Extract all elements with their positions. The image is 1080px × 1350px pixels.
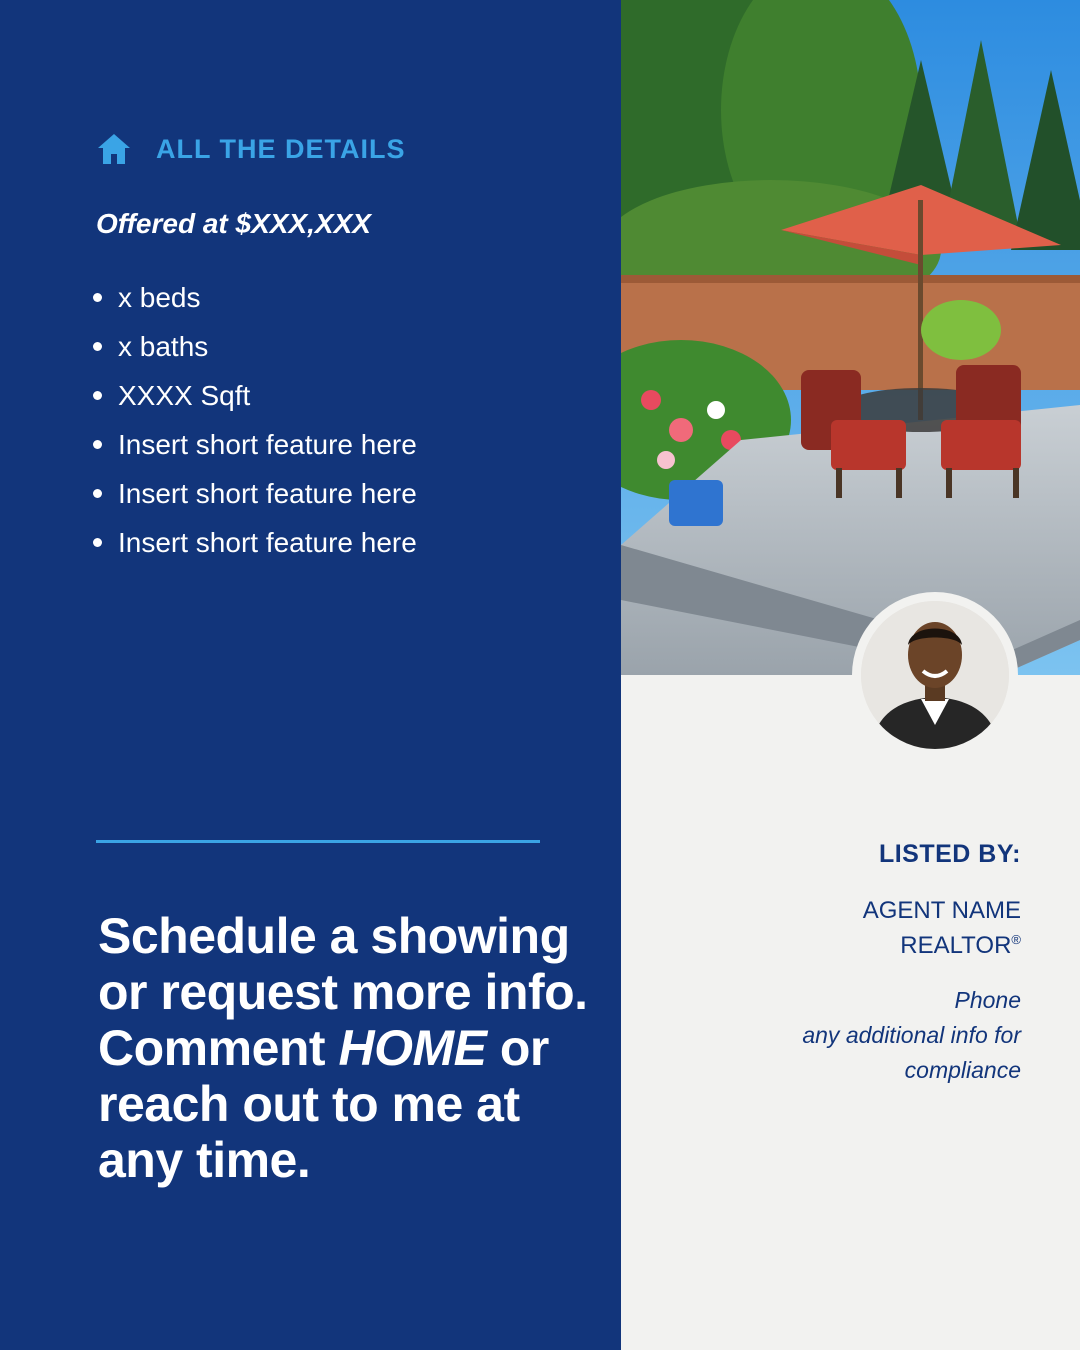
feature-item: x baths xyxy=(91,325,417,374)
backyard-patio-photo xyxy=(621,0,1080,675)
cta-keyword: HOME xyxy=(338,1020,487,1076)
details-header xyxy=(96,132,406,166)
agent-title xyxy=(900,932,1021,960)
cta-text-start: Schedule a showing or request more info. Comment xyxy=(98,908,588,1076)
call-to-action xyxy=(98,908,598,1188)
feature-item: Insert short feature here xyxy=(91,472,417,521)
section-divider xyxy=(96,840,540,843)
price-text: Offered at $XXX,XXX xyxy=(96,208,371,239)
listed-by-label: LISTED BY: xyxy=(878,840,1021,868)
cta-text-end: or reach out to me at any time. xyxy=(98,1020,549,1188)
feature-item: x beds xyxy=(91,276,417,325)
feature-item: Insert short feature here xyxy=(91,521,417,570)
registered-mark: ® xyxy=(1011,932,1021,947)
agent-phone: Phone xyxy=(954,987,1021,1013)
details-heading: ALL THE DETAILS xyxy=(156,133,406,164)
home-icon xyxy=(96,132,132,166)
feature-item: Insert short feature here xyxy=(91,423,417,472)
agent-name: AGENT NAME xyxy=(862,897,1021,924)
feature-list xyxy=(91,276,417,570)
agent-panel xyxy=(621,0,1080,1350)
feature-item: XXXX Sqft xyxy=(91,374,417,423)
agent-contact xyxy=(701,983,1021,1088)
compliance-info: any additional info for compliance xyxy=(802,1022,1021,1083)
agent-title-text: REALTOR xyxy=(900,932,1012,959)
agent-avatar xyxy=(852,592,1018,758)
